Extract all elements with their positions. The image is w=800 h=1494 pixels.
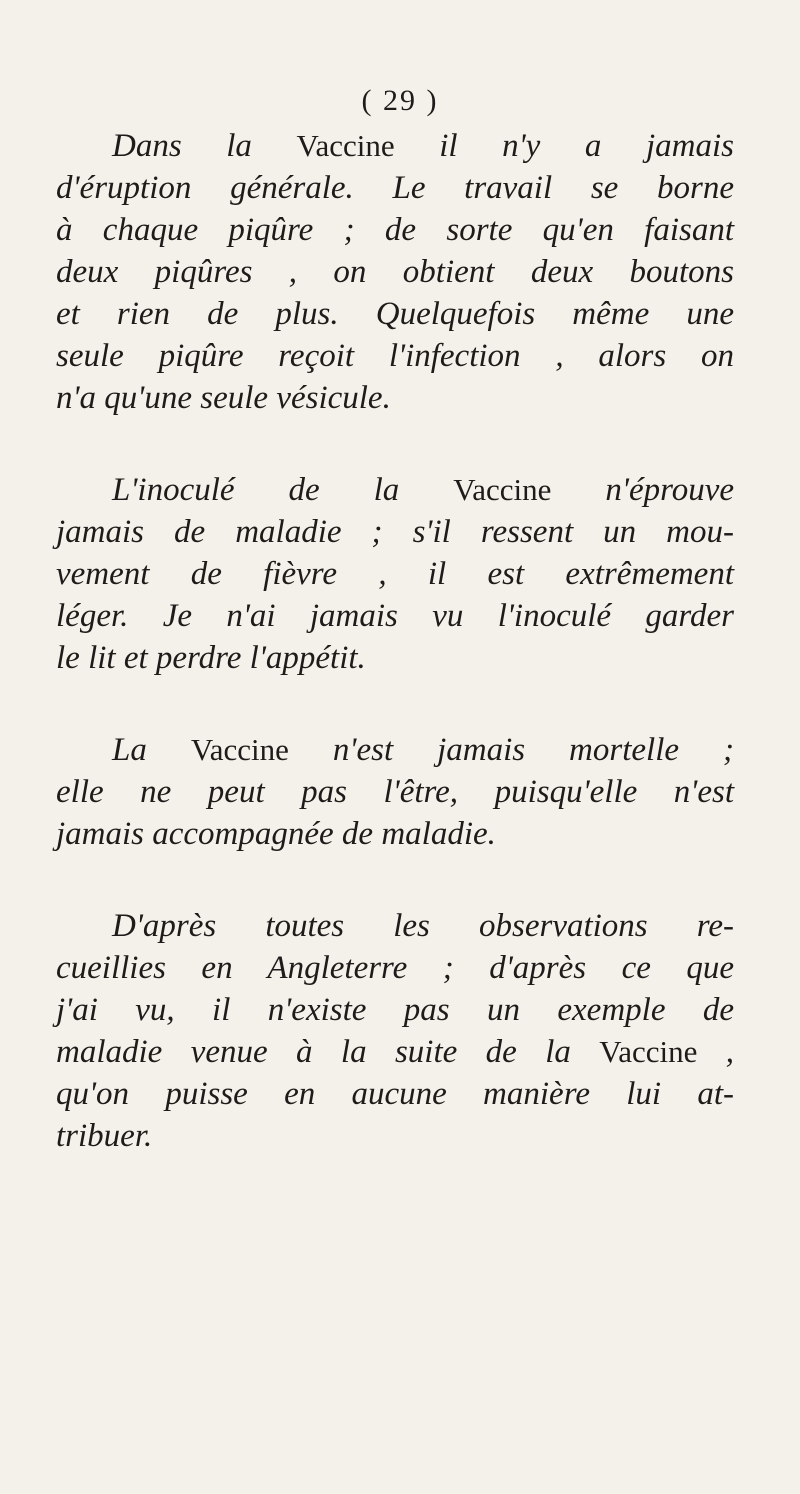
italic-text: il n'y a jamais (394, 128, 735, 164)
text-line (56, 994, 734, 1027)
text-line (56, 1036, 734, 1069)
text-line (56, 952, 734, 985)
text-line (56, 214, 734, 247)
roman-word: Vaccine (190, 732, 289, 767)
italic-text: La (112, 732, 191, 768)
text-line (56, 298, 734, 331)
italic-text: L'inoculé de la (112, 472, 454, 508)
text-line (56, 256, 734, 289)
italic-text: deux piqûres , on obtient deux boutons (56, 254, 734, 290)
text-line (56, 172, 734, 205)
roman-word: Vaccine (453, 472, 552, 507)
italic-text: , (697, 1034, 734, 1070)
italic-text: à chaque piqûre ; de sorte qu'en faisant (56, 212, 734, 248)
text-line (56, 776, 734, 809)
italic-text: n'est jamais mortelle ; (288, 732, 734, 768)
text-line (56, 1078, 734, 1111)
text-line (112, 910, 734, 943)
italic-text: seule piqûre reçoit l'infection , alors on (56, 338, 734, 374)
text-line (56, 642, 366, 675)
italic-text: jamais accompagnée de maladie. (56, 816, 496, 852)
italic-text: et rien de plus. Quelquefois même une (56, 296, 734, 332)
italic-text: Dans la (112, 128, 297, 164)
text-line (112, 734, 734, 767)
text-line (56, 818, 496, 851)
italic-text: n'a qu'une seule vésicule. (56, 380, 391, 416)
italic-text: d'éruption générale. Le travail se borne (56, 170, 734, 206)
text-line (56, 1120, 152, 1153)
text-line (56, 382, 391, 415)
italic-text: elle ne peut pas l'être, puisqu'elle n'est (56, 774, 734, 810)
roman-word: Vaccine (599, 1034, 698, 1069)
italic-text: qu'on puisse en aucune manière lui at- (56, 1076, 734, 1112)
italic-text: le lit et perdre l'appétit. (56, 640, 366, 676)
text-line (56, 516, 734, 549)
roman-word: Vaccine (296, 128, 395, 163)
italic-text: tribuer. (56, 1118, 153, 1154)
text-line (56, 340, 734, 373)
italic-text: n'éprouve (551, 472, 734, 508)
italic-text: maladie venue à la suite de la (56, 1034, 600, 1070)
italic-text: cueillies en Angleterre ; d'après ce que (56, 950, 734, 986)
text-line (112, 130, 734, 163)
italic-text: vement de fièvre , il est extrêmement (56, 556, 734, 592)
text-line (112, 474, 734, 507)
italic-text: léger. Je n'ai jamais vu l'inoculé garder (56, 598, 734, 634)
italic-text: D'après toutes les observations re- (112, 908, 734, 944)
italic-text: j'ai vu, il n'existe pas un exemple de (56, 992, 734, 1028)
page-number: ( 29 ) (361, 84, 439, 117)
text-line (56, 600, 734, 633)
italic-text: jamais de maladie ; s'il ressent un mou- (56, 514, 734, 550)
text-line (56, 558, 734, 591)
